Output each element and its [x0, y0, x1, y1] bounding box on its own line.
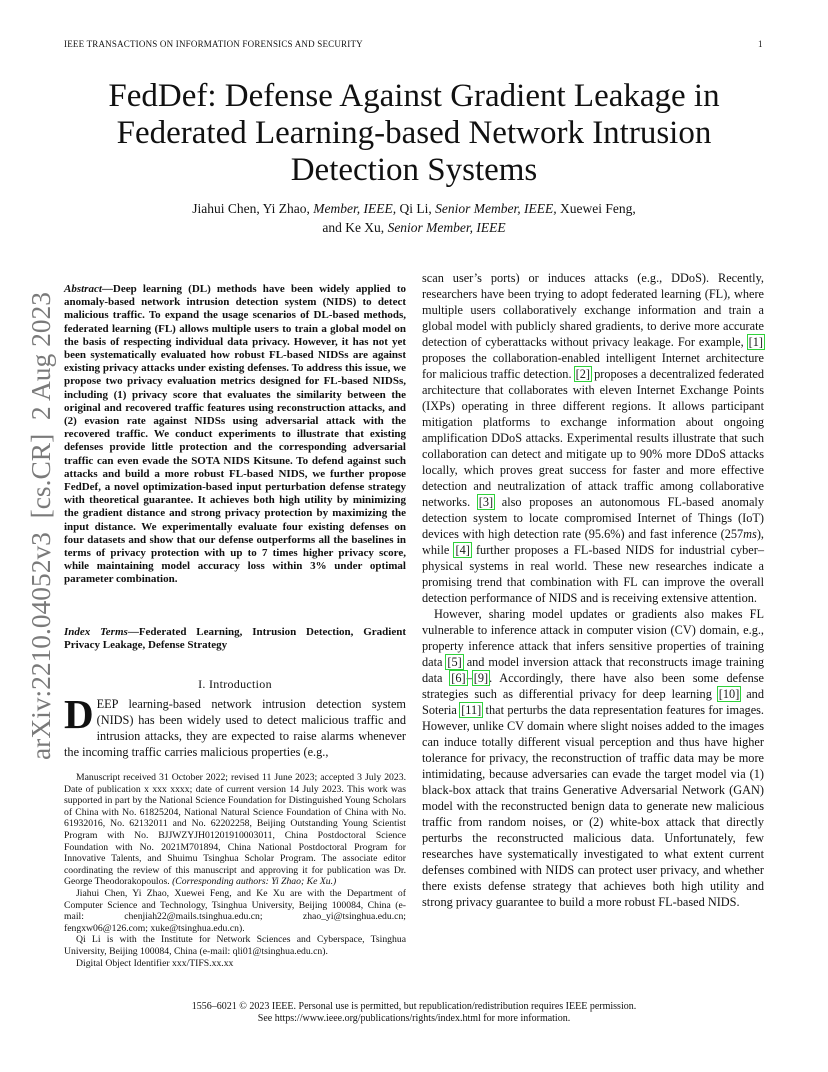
- body-text: that perturbs the data representation features for images. However, unlike CV domain where slight noises added to the images can induce totally different visual perception and thus have higher tolerance for privacy, the reconstruction of traffic data may be more intimidating, because adversaries can evade the target model via (1) black-box attack that trains Generative Adversarial Network (GAN) model with the reconstructed benign data to generate new malicious traffic from random noises, or (2) white-box attack that directly perturbs the reconstructed malicious data. Unfortunately, few researches have systematically investigated to what extent current defenses combined with NIDS can protect user privacy, and whether there exists defense strategy that achieves both high utility and strong privacy guarantee to build a more robust FL-based NIDS.: [422, 703, 765, 909]
- copyright-notice: [60, 1001, 768, 1025]
- footnote-affiliation-2: Qi Li is with the Institute for Network Sciences and Cyberspace, Tsinghua University, Beijing 100084, China (e-mail: qli01@tsinghua.edu.cn).: [64, 934, 406, 957]
- arxiv-identifier: arXiv:2210.04052v3 [cs.CR] 2 Aug 2023: [26, 299, 56, 760]
- body-text: However, sharing model updates or gradients also makes FL vulnerable to inference attack in computer vision (CV) domain, e.g., property inference attack that infers sensitive properties of training data: [422, 607, 764, 669]
- right-column: [422, 270, 764, 1006]
- introduction-paragraph: [64, 691, 406, 760]
- author-line-2: and Ke Xu, Senior Member, IEEE: [322, 220, 506, 235]
- abstract-label: Abstract: [64, 283, 102, 295]
- citation-link[interactable]: [5]: [447, 655, 462, 669]
- body-text: proposes a decentralized federated architecture that collaborates with eleven Internet Exchange Points (IXPs) operating in three different regions. It allows participant mitigation platforms to exchange information about ongoing amplification DDoS attacks. Experimental results illustrate that such collaboration can detect and mitigate up to 90% more DDoS attacks locally, which proves great success for faster and more effective detection and neutralization of attack traffic among collaborative networks.: [422, 367, 764, 509]
- index-terms-label: Index Terms: [64, 626, 128, 638]
- author-line-1: Jiahui Chen, Yi Zhao, Member, IEEE, Qi Li, Senior Member, IEEE, Xuewei Feng,: [192, 201, 636, 216]
- body-text: –: [466, 671, 473, 685]
- footnote-doi: Digital Object Identifier xxx/TIFS.xx.xx: [76, 957, 234, 969]
- intro-text: EEP learning-based network intrusion detection system (NIDS) has been widely used to detect malicious traffic and intrusion attacks, they are expected to raise alarms whenever the incoming traffic carries malicious properties (e.g.,: [64, 697, 406, 759]
- page-number: 1: [758, 39, 763, 49]
- body-text: proposes the collaboration-enabled intelligent Internet architecture for malicious traffic detection.: [422, 351, 764, 381]
- arxiv-sidebar-stamp: [8, 290, 68, 760]
- body-text: and model inversion attack that reconstructs image training data: [422, 655, 764, 685]
- body-text: scan user’s ports) or induces attacks (e.g., DDoS). Recently, researchers have been trying to adopt federated learning (FL), where multiple users collaboratively exchange information and train a global model with publicly shared gradients, to derive more accurate detection of cyberattacks without privacy leakage. For example,: [422, 271, 764, 349]
- footnotes: [64, 772, 406, 969]
- citation-link[interactable]: [2]: [575, 367, 590, 381]
- body-text: and Soteria: [422, 687, 764, 717]
- citation-link[interactable]: [3]: [478, 495, 494, 509]
- copyright-line-2: See https://www.ieee.org/publications/rights/index.html for more information.: [257, 1013, 571, 1024]
- citation-link[interactable]: [4]: [455, 543, 470, 557]
- author-list: [60, 199, 768, 237]
- citation-link[interactable]: [9]: [473, 671, 489, 685]
- index-terms: [64, 626, 406, 652]
- citation-link[interactable]: [1]: [748, 335, 763, 349]
- abstract-text: —Deep learning (DL) methods have been widely applied to anomaly-based network intrusion detection system (NIDS) to detect malicious traffic. To expand the usage scenarios of DL-based methods, federated learning (FL) allows multiple users to train a global model on the basis of respecting individual data privacy. However, it has not yet been systematically evaluated how robust FL-based NIDSs are against existing privacy attacks under existing defenses. To address this issue, we propose two privacy evaluation metrics designed for FL-based NIDSs, including (1) privacy score that evaluates the similarity between the original and recovered traffic features using reconstruction attacks, and (2) evasion rate against NIDSs using adversarial attack with the recovered traffic. We conduct experiments to illustrate that existing defenses provide little protection and the corresponding adversarial traffic can even evade the SOTA NIDS Kitsune. To defend against such attacks and build a more robust FL-based NIDS, we further propose FedDef, a novel optimization-based input perturbation defense strategy with theoretical guarantee. It achieves both high utility by minimizing the gradient distance and strong privacy protection by maximizing the input distance. We experimentally evaluate four existing defenses on four datasets and show that our defense outperforms all the baselines in terms of privacy protection with up to 7 times higher privacy score, while maintaining model accuracy loss within 3% under optimal parameter combination.: [64, 283, 406, 586]
- abstract: [64, 283, 406, 587]
- paper-title: FedDef: Defense Against Gradient Leakage in Federated Learning-based Network Intrusion Detection Systems: [108, 78, 720, 188]
- right-paragraph-2: [422, 606, 764, 910]
- footnote-manuscript: Manuscript received 31 October 2022; revised 11 June 2023; accepted 3 July 2023. Date of publication x xxx xxxx; date of current version 14 July 2023. This work was supported in part by the National Science Foundation for Distinguished Young Scholars of China with No. 61825204, National Natural Science Foundation of China with No. 61932016, No. 62132011 and No. 62202258, Beijing Outstanding Young Scientist Program with No. BJJWZYJH01201910003011, China Postdoctoral Science Foundation with No. 2021M701894, China National Postdoctoral Program for Innovative Talents, and Shuimu Tsinghua Scholar Program. The associate editor coordinating the review of this manuscript and approving it for publication was Dr. George Theodorakopoulos. (Corresponding authors: Yi Zhao; Ke Xu.): [64, 772, 406, 888]
- footnote-affiliation-1: Jiahui Chen, Yi Zhao, Xuewei Feng, and Ke Xu are with the Department of Computer Science and Technology, Tsinghua University, Beijing 100084, China (e-mail: chenjiah22@mails.tsinghua.edu.cn; zhao_yi@tsinghua.edu.cn; fengxw06@126.com; xuke@tsinghua.edu.cn).: [64, 887, 406, 934]
- math-unit: ms: [743, 527, 757, 541]
- body-text: further proposes a FL-based NIDS for industrial cyber–physical systems in real world. These new researches indicate a promising trend that combination with FL can improve the overall detection performance of NIDS and is receiving extensive attention.: [422, 543, 764, 605]
- citation-link[interactable]: [6]: [451, 671, 466, 685]
- citation-link[interactable]: [11]: [461, 703, 482, 717]
- body-text: . Accordingly, there have also been some defense strategies such as differential privacy for deep learning: [422, 671, 764, 701]
- copyright-line-1: 1556–6021 © 2023 IEEE. Personal use is permitted, but republication/redistribution requires IEEE permission.: [191, 1001, 637, 1012]
- section-heading: I. Introduction: [198, 677, 272, 691]
- body-text: also proposes an autonomous FL-based anomaly detection system to locate compromised Internet of Things (IoT) devices with high detection rate (95.6%) and fast inference (257: [422, 495, 764, 541]
- running-header: IEEE TRANSACTIONS ON INFORMATION FORENSICS AND SECURITY: [64, 39, 363, 49]
- body-text: ), while: [422, 527, 764, 557]
- drop-cap: D: [64, 691, 94, 737]
- citation-link[interactable]: [10]: [718, 687, 740, 701]
- right-paragraph-1: [422, 270, 764, 606]
- index-terms-text: —Federated Learning, Intrusion Detection, Gradient Privacy Leakage, Defense Strategy: [64, 626, 406, 652]
